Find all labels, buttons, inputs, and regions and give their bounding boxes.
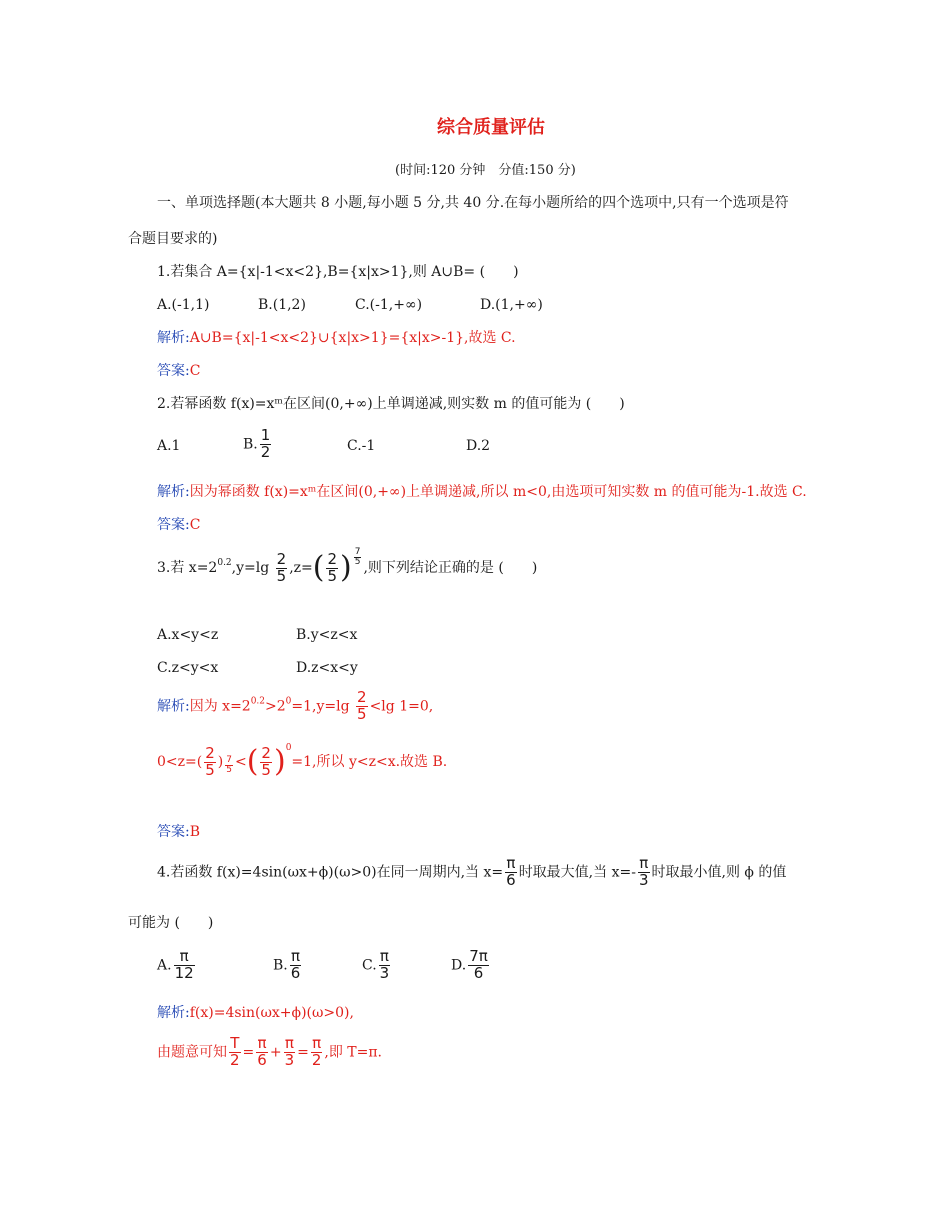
q2-stem: 2.若幂函数 f(x)=xᵐ在区间(0,+∞)上单调递减,则实数 m 的值可能为 ( ) [157,396,625,412]
q4-analysis-line1 [157,1006,354,1020]
q1-option-b: B.(1,2) [258,297,306,313]
q3-option-b: B.y<z<x [296,627,358,643]
q3-option-a: A.x<y<z [157,627,219,643]
q2-option-c: C.-1 [347,438,376,454]
answer-value: B [189,824,201,840]
option-label: B. [243,436,258,453]
fraction: $\frac{2}{5}$ [205,743,215,779]
q4-option-a: A. $\frac{\pi}{12}$ [157,947,194,982]
fraction: $\frac{\pi}{3}$ [379,947,390,982]
exponent-fraction: $\frac{7}{5}$ [226,755,232,776]
q1-stem: 1.若集合 A={x|-1<x<2},B={x|x>1},则 A∪B= ( ) [157,264,519,280]
q2-option-a: A.1 [157,438,181,454]
q3-stem: 3.若 $x=2^{0.2},y=\lg$ $\frac{2}{5}$ ,z=( $\frac{2}{5}$ ) $\frac{7}{5}$ ,则下列结论正确的是 ( ) [157,547,538,585]
q3-answer [157,825,200,839]
fraction: $\frac{\pi}{2}$ [311,1034,322,1069]
q1-answer [157,364,200,378]
q2-analysis [157,485,807,499]
fraction [260,428,272,461]
analysis-text: A∪B={x|-1<x<2}∪{x|x>1}={x|x>-1},故选 C. [189,330,516,346]
page-title: 综合质量评估 [437,117,545,138]
q2-option-b [243,428,273,461]
analysis-label: 解析: [157,1005,190,1021]
analysis-label: 解析: [157,698,190,715]
answer-value: C [189,363,201,379]
q1-option-d: D.(1,+∞) [480,297,543,313]
analysis-label: 解析: [157,330,190,346]
q3-analysis-line1: 解析:因为 $x=2^{0.2}>2^0=1,y=\lg$ $\frac{2}{5}$ <lg 1=0, [157,688,434,723]
fraction: $\frac{T}{2}$ [230,1034,240,1069]
answer-label: 答案: [157,824,190,840]
q4-stem-line2: 可能为 ( ) [128,915,214,931]
section-heading-line2: 合题目要求的) [128,231,218,247]
fraction: $\frac{\pi}{12}$ [174,947,194,982]
q3-option-c: C.z<y<x [157,660,219,676]
q1-analysis [157,331,516,345]
denominator: 2 [260,442,271,461]
numerator: 1 [260,426,271,444]
fraction: $\frac{\pi}{6}$ [506,854,516,889]
q1-option-a: A.(-1,1) [157,297,210,313]
fraction: $\frac{7\pi}{6}$ [469,947,488,982]
q2-answer [157,518,200,532]
q3-option-d: D.z<x<y [296,660,358,676]
fraction: $\frac{2}{5}$ [357,688,367,723]
answer-value: C [189,517,201,533]
analysis-text: 因为幂函数 f(x)=xᵐ在区间(0,+∞)上单调递减,所以 m<0,由选项可知实数 m 的值可能为-1.故选 C. [189,484,807,500]
q4-stem-line1: 4.若函数 f(x)=4sin(ωx+ϕ)(ω>0)在同一周期内,当 x= $\frac{\pi}{6}$ 时取最大值,当 x=- $\frac{\pi}{3}$ 时取最小值,则 ϕ 的值 [157,854,787,889]
q4-option-c: C. $\frac{\pi}{3}$ [362,947,390,982]
q4-option-b: B. $\frac{\pi}{6}$ [273,947,301,982]
q4-option-d: D. $\frac{7\pi}{6}$ [451,947,488,982]
q1-option-c: C.(-1,+∞) [355,297,423,313]
exponent-fraction: $\frac{7}{5}$ [354,547,361,568]
analysis-text: f(x)=4sin(ωx+ϕ)(ω>0), [189,1005,354,1021]
q3-analysis-line2: 0<z=( $\frac{2}{5}$ ) $\frac{7}{5}$ <( $\frac{2}{5}$ )$^0$=1,所以 y<z<x.故选 B. [157,743,448,779]
fraction: $\frac{2}{5}$ [327,549,338,585]
fraction: $\frac{2}{5}$ [261,743,271,779]
section-heading-line1: 一、单项选择题(本大题共 8 小题,每小题 5 分,共 40 分.在每小题所给的四个选项中,只有一个选项是符 [157,195,789,211]
fraction: $\frac{\pi}{6}$ [257,1034,267,1069]
fraction: $\frac{\pi}{6}$ [290,947,301,982]
analysis-label: 解析: [157,484,190,500]
q4-analysis-line2: 由题意可知 $\frac{T}{2}$ = $\frac{\pi}{6}$ + $\frac{\pi}{3}$ = $\frac{\pi}{2}$ ,即 T=π. [157,1034,383,1069]
fraction: $\frac{\pi}{3}$ [638,854,649,889]
answer-label: 答案: [157,363,190,379]
fraction: $\frac{\pi}{3}$ [284,1034,295,1069]
fraction: $\frac{2}{5}$ [276,549,287,585]
q2-option-d: D.2 [466,438,491,454]
time-score-info: (时间:120 分钟 分值:150 分) [395,163,576,178]
answer-label: 答案: [157,517,190,533]
